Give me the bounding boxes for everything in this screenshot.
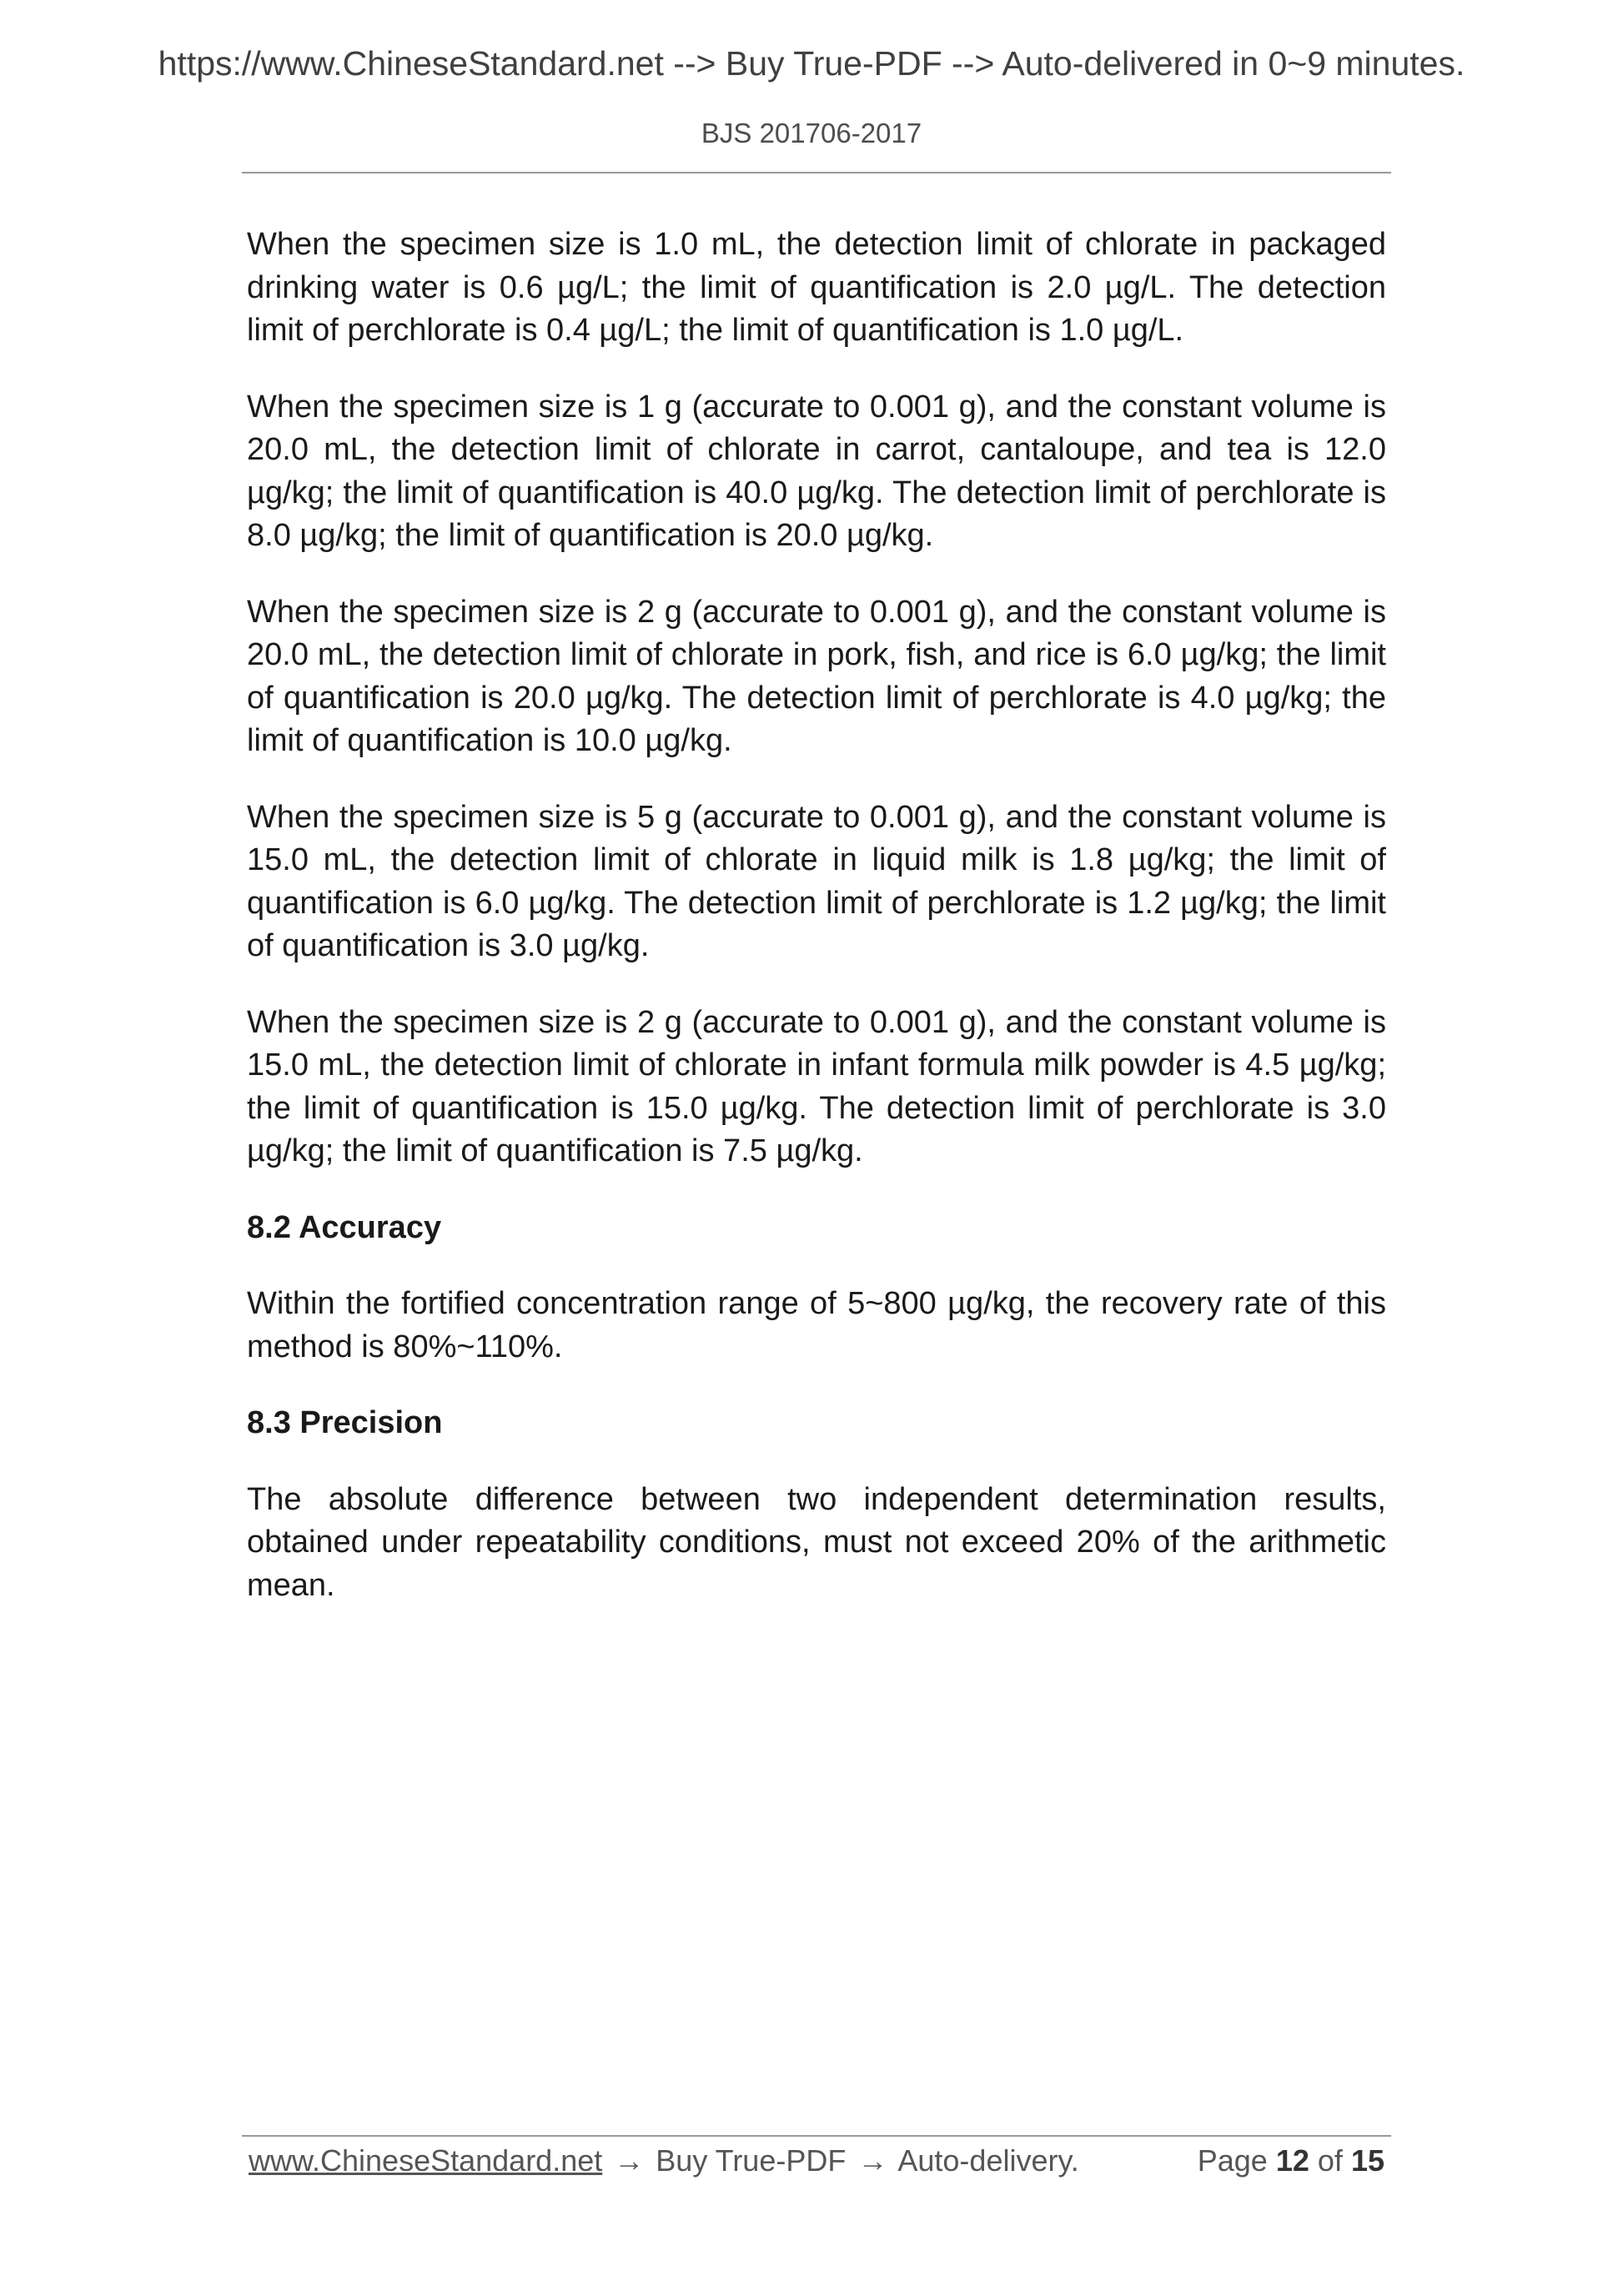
right-arrow-icon: →: [857, 2143, 888, 2178]
section-heading-precision: 8.3 Precision: [247, 1405, 443, 1440]
page-label: Page: [1197, 2143, 1268, 2178]
footer-divider: [242, 2135, 1391, 2137]
footer-promo: [249, 2142, 1079, 2181]
top-banner: https://www.ChineseStandard.net --> Buy True-PDF --> Auto-delivered in 0~9 minutes.: [158, 44, 1465, 83]
buy-true-pdf-text: Buy True-PDF: [656, 2143, 847, 2178]
paragraph-infant-formula: When the specimen size is 2 g (accurate to 0.001 g), and the constant volume is 15.0 mL, the detection limit of chlorate in infant formula milk powder is 4.5 µg/kg; the limit of quantification is 15.0 µg/kg. The detection limit of perchlorate is 3.0 µg/kg; the limit of quantification is 7.5 µg/kg.: [247, 1004, 1386, 1168]
page-content: [247, 224, 1386, 1640]
header-divider: [242, 172, 1391, 173]
paragraph-pork-fish-rice: When the specimen size is 2 g (accurate to 0.001 g), and the constant volume is 20.0 mL, the detection limit of chlorate in pork, fish, and rice is 6.0 µg/kg; the limit of quantification is 20.0 µg/kg. The detection limit of perchlorate is 4.0 µg/kg; the limit of quantification is 10.0 µg/kg.: [247, 594, 1386, 758]
document-code: BJS 201706-2017: [701, 118, 922, 148]
right-arrow-icon: →: [614, 2143, 645, 2178]
page-number: [1198, 2142, 1384, 2181]
site-link[interactable]: www.ChineseStandard.net: [249, 2143, 603, 2178]
page-total: 15: [1350, 2143, 1384, 2178]
paragraph-liquid-milk: When the specimen size is 5 g (accurate to 0.001 g), and the constant volume is 15.0 mL, the detection limit of chlorate in liquid milk is 1.8 µg/kg; the limit of quantification is 6.0 µg/kg. The detection limit of perchlorate is 1.2 µg/kg; the limit of quantification is 3.0 µg/kg.: [247, 799, 1386, 963]
paragraph-carrot-cantaloupe-tea: When the specimen size is 1 g (accurate to 0.001 g), and the constant volume is 20.0 mL, the detection limit of chlorate in carrot, cantaloupe, and tea is 12.0 µg/kg; the limit of quantification is 40.0 µg/kg. The detection limit of perchlorate is 8.0 µg/kg; the limit of quantification is 20.0 µg/kg.: [247, 389, 1386, 553]
section-heading-accuracy: 8.2 Accuracy: [247, 1209, 442, 1245]
paragraph-accuracy: Within the fortified concentration range of 5~800 µg/kg, the recovery rate of this method is 80%~110%.: [247, 1286, 1386, 1364]
page-current: 12: [1275, 2143, 1309, 2178]
paragraph-drinking-water: When the specimen size is 1.0 mL, the detection limit of chlorate in packaged drinking water is 0.6 µg/L; the limit of quantification is 2.0 µg/L. The detection limit of perchlorate is 0.4 µg/L; the limit of quantification is 1.0 µg/L.: [247, 227, 1386, 348]
of-label: of: [1317, 2143, 1343, 2178]
auto-delivery-text: Auto-delivery.: [897, 2143, 1079, 2178]
page-footer: [249, 2142, 1384, 2181]
paragraph-precision: The absolute difference between two independent determination results, obtained under repeatability conditions, must not exceed 20% of the arithmetic mean.: [247, 1481, 1386, 1603]
